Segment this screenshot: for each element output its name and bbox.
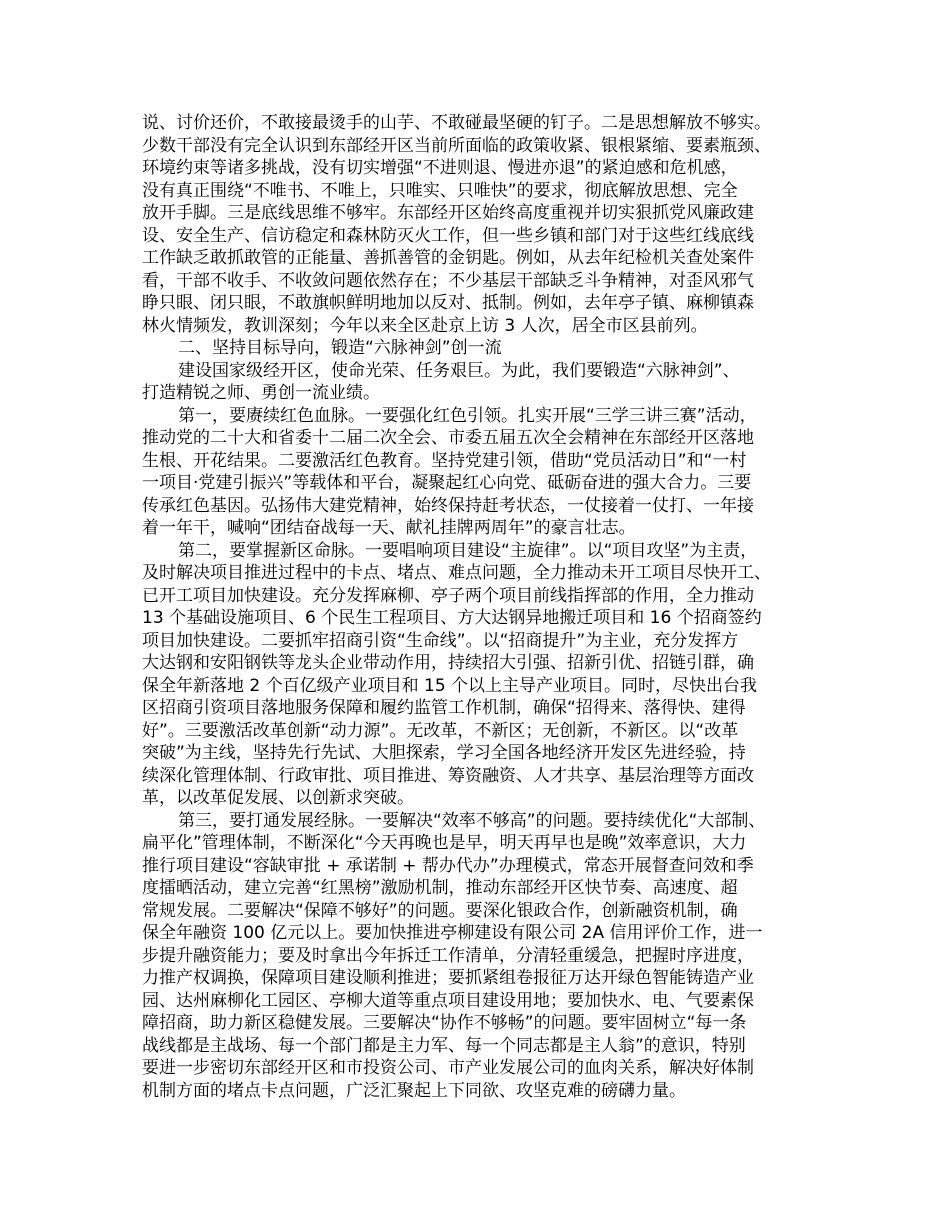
text-line: 突破”为主线，坚持先行先试、大胆探索，学习全国各地经济开发区先进经验，持 [142,743,746,763]
text-line: 续深化管理体制、行政审批、项目推进、筹资融资、人才共享、基层治理等方面改 [142,765,754,786]
text-line: 保全年融资 100 亿元以上。要加快推进亭柳建设有限公司 2A 信用评价工作，进一 [142,923,763,943]
text-line: 机制方面的堵点卡点问题，广泛汇聚起上下同欲、攻坚克难的磅礴力量。 [142,1080,686,1101]
text-line: 工作缺乏敢抓敢管的正能量、善抓善管的金钥匙。例如，从去年纪检机关查处案件 [142,248,754,268]
paragraph-start-line: 第二，要掌握新区命脉。一要唱响项目建设“主旋律”。以“项目攻坚”为主责， [178,540,758,561]
text-line: 度擂晒活动，建立完善“红黑榜”激励机制，推动东部经开区快节奏、高速度、超 [142,878,738,898]
text-line: 已开工项目加快建设。充分发挥麻柳、亭子两个项目前线指挥部的作用，全力推动 [142,585,754,606]
text-line: 力推产权调换，保障项目建设顺利推进；要抓紧组卷报征万达开绿色智能铸造产业 [142,968,754,988]
text-line: 看，干部不收手、不收敛问题依然存在；不少基层干部缺乏斗争精神，对歪风邪气 [142,270,754,291]
paragraph-start-line: 建设国家级经开区，使命光荣、任务艰巨。为此，我们要锻造“六脉神剑”、 [178,360,740,381]
paragraph-start-line: 第一，要赓续红色血脉。一要强化红色引领。扎实开展“三学三讲三赛”活动， [178,405,757,426]
text-line: 睁只眼、闭只眼，不敢旗帜鲜明地加以反对、抵制。例如，去年亭子镇、麻柳镇森 [142,293,754,313]
text-line: 放开手脚。三是底线思维不够牢。东部经开区始终高度重视并切实狠抓党风廉政建 [142,203,754,223]
text-line: 要进一步密切东部经开区和市投资公司、市产业发展公司的血肉关系，解决好体制 [142,1058,754,1078]
text-line: 大达钢和安阳钢铁等龙头企业带动作用，持续招大引强、招新引优、招链引群，确 [142,653,754,673]
text-line: 战线都是主战场、每一个部门都是主力军、每一个同志都是主人翁”的意识，特别 [142,1035,746,1056]
paragraph-start-line: 第三，要打通发展经脉。一要解决“效率不够高”的问题。要持续优化“大部制、 [178,810,766,831]
text-line: 13 个基础设施项目、6 个民生工程项目、方大达钢异地搬迁项目和 16 个招商签约 [142,608,762,628]
text-line: 传承红色基因。弘扬伟大建党精神，始终保持赶考状态，一仗接着一仗打、一年接 [142,495,754,516]
text-line: 项目加快建设。二要抓牢招商引资“生命线”。以“招商提升”为主业，充分发挥方 [142,630,739,651]
text-line: 林火情频发，教训深刻；今年以来全区赴京上访 3 人次，居全市区县前列。 [142,315,708,336]
text-line: 设、安全生产、信访稳定和森林防灭火工作，但一些乡镇和部门对于这些红线底线 [142,225,754,246]
text-line: 常规发展。二要解决“保障不够好”的问题。要深化银政合作，创新融资机制，确 [142,900,738,921]
text-line: 打造精锐之师、勇创一流业绩。 [142,383,380,403]
text-line: 扁平化”管理体制，不断深化“今天再晚也是早，明天再早也是晚”效率意识，大力 [142,833,747,853]
text-line: 环境约束等诸多挑战，没有切实增强“不进则退、慢进亦退”的紧迫感和危机感， [142,158,738,178]
text-line: 没有真正围绕“不唯书、不唯上，只唯实、只唯快”的要求，彻底解放思想、完全 [142,180,738,201]
text-line: 革，以改革促发展、以创新求突破。 [142,788,414,808]
paragraph-start-line: 二、坚持目标导向，锻造“六脉神剑”创一流 [178,338,502,358]
text-line: 及时解决项目推进过程中的卡点、堵点、难点问题，全力推动未开工项目尽快开工、 [142,563,771,583]
text-line: 保全年新落地 2 个百亿级产业项目和 15 个以上主导产业项目。同时，尽快出台我 [142,675,758,696]
text-line: 障招商，助力新区稳健发展。三要解决“协作不够畅”的问题。要牢固树立“每一条 [142,1013,747,1033]
text-line: 着一年干，喊响“团结奋战每一天、献礼挂牌两周年”的豪言壮志。 [142,518,636,538]
text-line: 园、达州麻柳化工园区、亭柳大道等重点项目建设用地；要加快水、电、气要素保 [142,990,754,1011]
text-line: 推动党的二十大和省委十二届二次全会、市委五届五次全会精神在东部经开区落地 [142,428,754,448]
document-body [142,112,826,1102]
text-line: 少数干部没有完全认识到东部经开区当前所面临的政策收紧、银根紧缩、要素瓶颈、 [142,135,771,156]
text-line: 一项目·党建引振兴”等载体和平台，凝聚起红心向党、砥砺奋进的强大合力。三要 [142,473,752,493]
text-line: 好”。三要激活改革创新“动力源”。无改革，不新区；无创新，不新区。以“改革 [142,720,739,741]
text-line: 步提升融资能力；要及时拿出今年拆迁工作清单，分清轻重缓急，把握时序进度， [142,945,754,966]
text-line: 区招商引资项目落地服务保障和履约监管工作机制，确保“招得来、落得快、建得 [142,698,746,718]
text-line: 推行项目建设“容缺审批 + 承诺制 + 帮办代办”办理模式，常态开展督查问效和季 [142,855,754,876]
text-line: 生根、开花结果。二要激活红色教育。坚持党建引领，借助“党员活动日”和“一村 [142,450,747,471]
text-line: 说、讨价还价，不敢接最烫手的山芋、不敢碰最坚硬的钉子。二是思想解放不够实。 [142,113,771,133]
